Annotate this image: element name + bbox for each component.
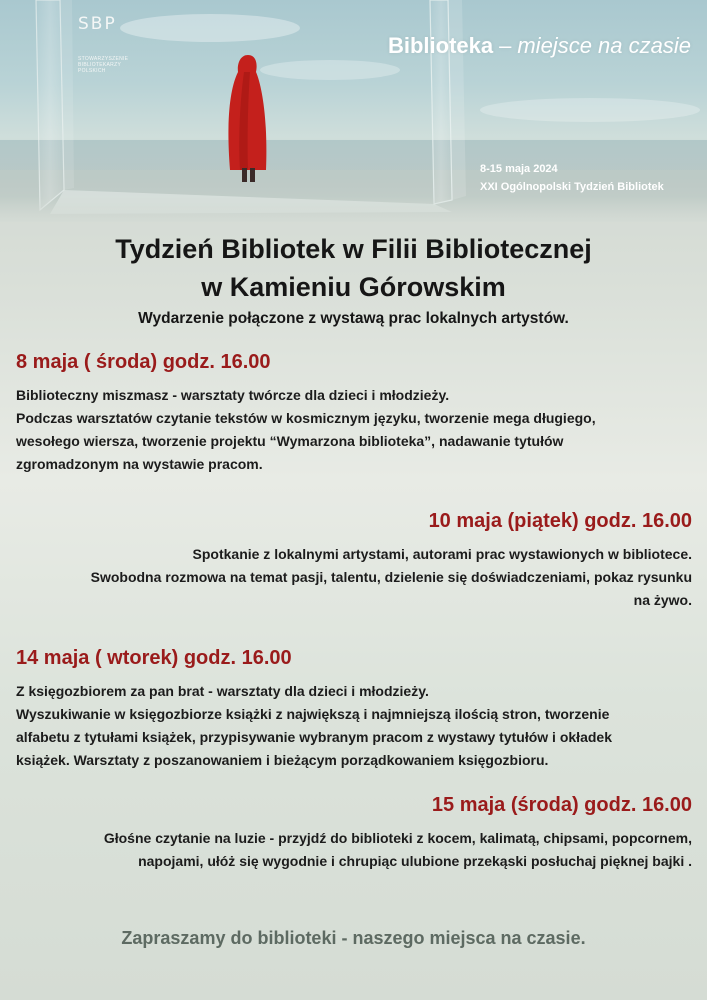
event-may-14 (16, 644, 692, 772)
cloud (480, 98, 700, 122)
event-heading: 8 maja ( środa) godz. 16.00 (16, 351, 271, 373)
event-line: Wyszukiwanie w księgozbiorze książki z największą i najmniejszą ilością stron, tworzenie (16, 706, 610, 722)
event-heading: 15 maja (środa) godz. 16.00 (431, 794, 692, 816)
event-heading: 14 maja ( wtorek) godz. 16.00 (16, 647, 292, 669)
campaign-date-range: 8-15 maja 2024 (480, 163, 558, 175)
campaign-title-italic: miejsce na czasie (517, 33, 691, 58)
sbp-line: BIBLIOTEKARZY (78, 62, 122, 68)
event-line: wesołego wiersza, tworzenie projektu “Wymarzona biblioteka”, nadawanie tytułów (16, 433, 564, 449)
event-description (16, 680, 692, 772)
event-description (16, 384, 692, 476)
campaign-title (388, 33, 691, 59)
closing-invitation: Zapraszamy do biblioteki - naszego miejsca na czasie. (121, 928, 586, 948)
event-description (16, 827, 692, 873)
sbp-logo (78, 14, 128, 74)
event-heading: 10 maja (piątek) godz. 16.00 (428, 510, 692, 532)
event-line: napojami, ułóż się wygodnie i chrupiąc ulubione przekąski posłuchaj pięknej bajki . (138, 853, 692, 869)
page-title (0, 230, 707, 306)
campaign-edition: XXI Ogólnopolski Tydzień Bibliotek (480, 181, 664, 193)
sbp-line: STOWARZYSZENIE (78, 56, 129, 62)
page-title-line: w Kamieniu Górowskim (201, 272, 506, 302)
campaign-title-dash: – (499, 33, 512, 58)
hero-illustration (0, 0, 707, 222)
event-line: Głośne czytanie na luzie - przyjdź do biblioteki z kocem, kalimatą, chipsami, popcornem, (103, 830, 692, 846)
event-line: Z księgozbiorem za pan brat - warsztaty dla dzieci i młodzieży. (16, 683, 429, 699)
sbp-line: POLSKICH (78, 68, 106, 74)
event-description (16, 543, 692, 612)
event-may-15 (16, 791, 692, 873)
page-title-line: Tydzień Bibliotek w Filii Bibliotecznej (115, 234, 592, 264)
hero-fade (0, 196, 707, 222)
event-line: zgromadzonym na wystawie pracom. (16, 456, 263, 472)
event-line: Spotkanie z lokalnymi artystami, autorami prac wystawionych w bibliotece. (192, 546, 692, 562)
event-may-8 (16, 348, 692, 476)
campaign-dates (480, 160, 664, 196)
event-line: Swobodna rozmowa na temat pasji, talentu, dzielenie się doświadczeniami, pokaz rysunku (90, 569, 692, 585)
event-line: na żywo. (633, 592, 692, 608)
red-cloak-figure (228, 55, 266, 182)
event-may-10 (16, 507, 692, 612)
event-line: Podczas warsztatów czytanie tekstów w kosmicznym języku, tworzenie mega długiego, (16, 410, 596, 426)
page-subtitle: Wydarzenie połączone z wystawą prac lokalnych artystów. (138, 310, 569, 327)
event-line: Biblioteczny miszmasz - warsztaty twórcze dla dzieci i młodzieży. (16, 387, 450, 403)
sbp-letters: SBP (78, 14, 117, 34)
cloud (120, 14, 300, 42)
event-line: alfabetu z tytułami książek, przypisywanie wybranym pracom z wystawy tytułów i okładek (16, 729, 612, 745)
event-line: książek. Warsztaty z poszanowaniem i bieżącym porządkowaniem księgozbioru. (16, 752, 549, 768)
campaign-title-bold: Biblioteka (387, 33, 494, 58)
glass-page-left (36, 0, 64, 210)
cloud (260, 60, 400, 80)
